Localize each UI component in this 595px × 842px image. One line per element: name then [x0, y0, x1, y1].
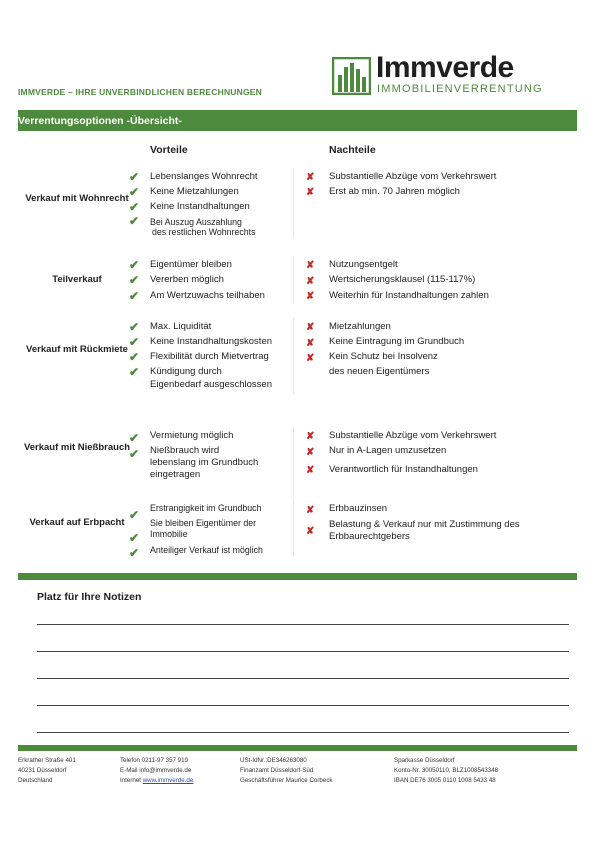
pro-item-continued: Immobilie [150, 529, 188, 539]
logo-tagline: IMMOBILIENVERRENTUNG [377, 83, 543, 95]
pro-item: Bei Auszug Auszahlung [150, 217, 242, 227]
x-mark-icon: ✘ [306, 260, 315, 271]
footer-tax [240, 756, 333, 786]
footer-street: Erkrather Straße 401 [18, 757, 76, 764]
footer-bank-name: Sparkasse Düsseldorf [394, 757, 455, 764]
pro-item: Nießbrauch wird [150, 445, 220, 456]
pro-item: Eigentümer bleiben [150, 259, 232, 270]
divider [293, 427, 294, 497]
logo-building-icon [332, 57, 371, 95]
con-item: Mietzahlungen [329, 321, 391, 332]
pros-heading: Vorteile [150, 144, 188, 156]
pro-item: Kündigung durch [150, 366, 222, 377]
con-item: Substantielle Abzüge vom Verkehrswert [329, 430, 497, 441]
logo-wordmark: Immverde [376, 51, 514, 84]
pro-item: Max. Liquidität [150, 321, 212, 332]
footer-phone: Telefon 0211-97 357 919 [120, 757, 189, 764]
pro-item: Erstrangigkeit im Grundbuch [150, 503, 262, 513]
pro-item: Vererben möglich [150, 274, 224, 285]
pro-item: Keine Instandhaltungen [150, 201, 250, 212]
con-item-continued: Erbbaurechtgebers [329, 531, 410, 542]
footer-email: E-Mail info@immverde.de [120, 767, 192, 774]
check-mark-icon: ✔ [129, 350, 140, 364]
pro-item: Lebenslanges Wohnrecht [150, 171, 258, 182]
check-mark-icon: ✔ [129, 335, 140, 349]
divider [293, 256, 294, 304]
check-mark-icon: ✔ [129, 273, 140, 287]
note-line[interactable] [37, 732, 569, 733]
x-mark-icon: ✘ [306, 431, 315, 442]
x-mark-icon: ✘ [306, 187, 315, 198]
x-mark-icon: ✘ [306, 276, 315, 287]
con-item: Nur in A-Lagen umzusetzen [329, 445, 447, 456]
con-item: Erbbauzinsen [329, 503, 388, 514]
check-mark-icon: ✔ [129, 431, 140, 445]
x-mark-icon: ✘ [306, 353, 315, 364]
con-item: Keine Eintragung im Grundbuch [329, 336, 465, 347]
x-mark-icon: ✘ [306, 172, 315, 183]
footer-country: Deutschland [18, 777, 53, 784]
section-label-erbpacht: Verkauf auf Erbpacht [29, 517, 125, 528]
footer-account: Konto-Nr. 30050110, BLZ1008543348 [394, 767, 499, 774]
footer-internet [120, 776, 193, 786]
note-line[interactable] [37, 624, 569, 625]
footer-iban: IBAN DE76 3005 0110 1008 5433 48 [394, 777, 496, 784]
footer-city: 40231 Düsseldorf [18, 767, 67, 774]
con-item: Belastung & Verkauf nur mit Zustimmung des [329, 519, 520, 530]
footer-contact [120, 756, 193, 786]
note-line[interactable] [37, 705, 569, 706]
section-label-rueckmiete: Verkauf mit Rückmiete [26, 344, 128, 355]
check-mark-icon: ✔ [129, 258, 140, 272]
pro-item-continued: lebenslang im Grundbuch [150, 457, 259, 468]
note-line[interactable] [37, 651, 569, 652]
pro-item: Flexibilität durch Mietvertrag [150, 351, 269, 362]
pro-item: Anteiliger Verkauf ist möglich [150, 545, 263, 555]
cons-heading: Nachteile [329, 144, 376, 156]
con-item: Weiterhin für Instandhaltungen zahlen [329, 290, 489, 301]
check-mark-icon: ✔ [129, 170, 140, 184]
check-mark-icon: ✔ [129, 531, 140, 545]
x-mark-icon: ✘ [306, 338, 315, 349]
con-item: Kein Schutz bei Insolvenz [329, 351, 438, 362]
con-item-continued: des neuen Eigentümers [329, 366, 430, 377]
footer-address [18, 756, 76, 786]
note-line[interactable] [37, 678, 569, 679]
x-mark-icon: ✘ [306, 505, 315, 516]
pro-item-continued: eingetragen [150, 469, 201, 480]
divider [293, 500, 294, 556]
x-mark-icon: ✘ [306, 291, 315, 302]
pro-item: Keine Mietzahlungen [150, 186, 239, 197]
footer-managing-director: Geschäftsführer Maurice Corbeck [240, 777, 333, 784]
check-mark-icon: ✔ [129, 200, 140, 214]
x-mark-icon: ✘ [306, 465, 315, 476]
section-label-teilverkauf: Teilverkauf [52, 274, 102, 285]
check-mark-icon: ✔ [129, 185, 140, 199]
x-mark-icon: ✘ [306, 526, 315, 537]
footer-vat-id: USt-IdNr.:DE346263080 [240, 757, 307, 764]
footer-internet-label: Internet [120, 777, 143, 784]
con-item: Nutzungsentgelt [329, 259, 398, 270]
pro-item-continued: Eigenbedarf ausgeschlossen [150, 379, 273, 390]
con-item: Substantielle Abzüge vom Verkehrswert [329, 171, 497, 182]
website-link[interactable]: www.immverde.de [142, 777, 194, 784]
divider [293, 318, 294, 394]
con-item: Wertsicherungsklausel (115-117%) [329, 274, 476, 285]
footer-band [18, 745, 577, 751]
check-mark-icon: ✔ [129, 447, 140, 461]
con-item: Verantwortlich für Instandhaltungen [329, 464, 478, 475]
immverde-logo [332, 51, 562, 99]
check-mark-icon: ✔ [129, 214, 140, 228]
x-mark-icon: ✘ [306, 447, 315, 458]
section-label-niessbrauch: Verkauf mit Nießbrauch [23, 442, 131, 453]
pro-item: Am Wertzuwachs teilhaben [150, 290, 265, 301]
footer-bank [394, 756, 498, 786]
pro-item: Vermietung möglich [150, 430, 234, 441]
header-subtitle: IMMVERDE – IHRE UNVERBINDLICHEN BERECHNUNGEN [18, 87, 262, 97]
x-mark-icon: ✘ [306, 322, 315, 333]
pro-item: Sie bleiben Eigentümer der [150, 518, 257, 528]
check-mark-icon: ✔ [129, 320, 140, 334]
pro-item-continued: des restlichen Wohnrechts [152, 227, 256, 237]
con-item: Erst ab min. 70 Jahren möglich [329, 186, 460, 197]
check-mark-icon: ✔ [129, 508, 140, 522]
pro-item: Keine Instandhaltungskosten [150, 336, 273, 347]
check-mark-icon: ✔ [129, 365, 140, 379]
section-label-wohnrecht: Verkauf mit Wohnrecht [25, 193, 129, 204]
footer-tax-office: Finanzamt Düsseldorf-Süd [240, 767, 314, 774]
check-mark-icon: ✔ [129, 289, 140, 303]
notes-title: Platz für Ihre Notizen [37, 591, 142, 603]
section-divider-band [18, 573, 577, 580]
check-mark-icon: ✔ [129, 546, 140, 560]
band-title: Verrentungsoptionen -Übersicht- [18, 115, 182, 127]
